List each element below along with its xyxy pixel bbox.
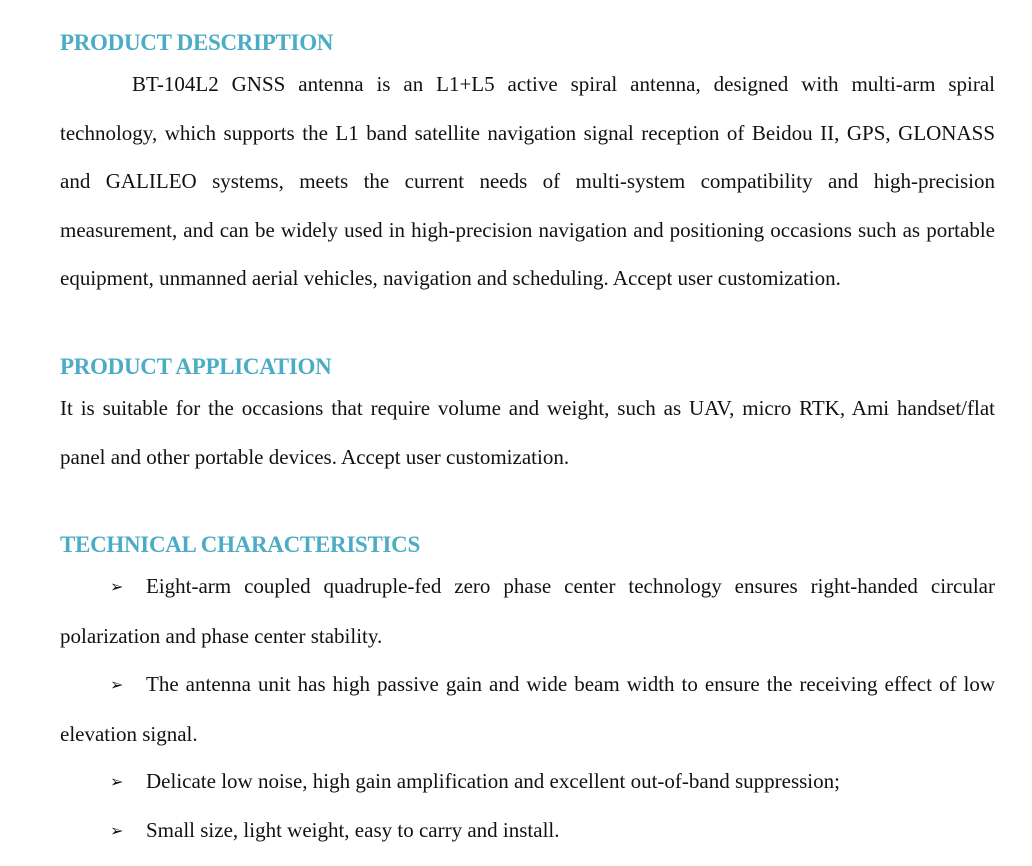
list-item <box>60 562 995 660</box>
bullet-text: Small size, light weight, easy to carry and install. <box>146 818 560 842</box>
bullet-text: The antenna unit has high passive gain and wide beam width to ensure the receiving effect of low elevation signal. <box>60 672 995 746</box>
product-description-heading: PRODUCT DESCRIPTION <box>60 30 334 55</box>
product-application-heading: PRODUCT APPLICATION <box>60 354 332 379</box>
arrowhead-bullet-icon: ➢ <box>110 821 124 840</box>
bullet-text: Delicate low noise, high gain amplification and excellent out-of-band suppression; <box>146 769 840 793</box>
list-item <box>60 660 995 758</box>
product-application-text: It is suitable for the occasions that require volume and weight, such as UAV, micro RTK, Ami handset/flat panel and other portable devices. Accept user customization. <box>60 396 995 469</box>
arrowhead-bullet-icon: ➢ <box>110 577 124 596</box>
arrowhead-bullet-icon: ➢ <box>110 772 124 791</box>
list-item <box>60 757 995 807</box>
technical-characteristics-heading: TECHNICAL CHARACTERISTICS <box>60 532 420 557</box>
product-description-text: BT-104L2 GNSS antenna is an L1+L5 active spiral antenna, designed with multi-arm spiral technology, which supports the L1 band satellite navigation signal reception of Beidou II, GPS, GLONASS and GALILEO systems, meets the current needs of multi-system compatibility and high-precision measurement, and can be widely used in high-precision navigation and positioning occasions such as portable equipment, unmanned aerial vehicles, navigation and scheduling. Accept user customization. <box>60 72 995 291</box>
arrowhead-bullet-icon: ➢ <box>110 675 124 694</box>
bullet-text: Eight-arm coupled quadruple-fed zero phase center technology ensures right-handed circular polarization and phase center stability. <box>60 574 995 648</box>
list-item <box>60 806 995 856</box>
